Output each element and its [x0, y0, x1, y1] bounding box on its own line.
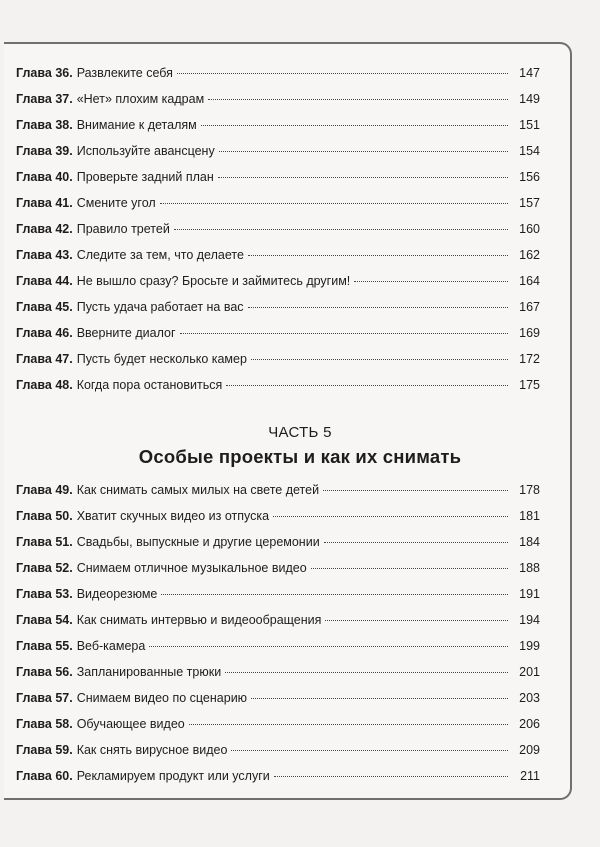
dot-leader: [180, 333, 508, 334]
chapter-label: Глава: [16, 118, 52, 132]
page-number: 203: [519, 691, 540, 705]
page-number: 149: [519, 92, 540, 106]
dot-leader: [231, 750, 508, 751]
chapter-title: Пусть будет несколько камер: [76, 352, 247, 366]
chapter-dot: .: [69, 535, 73, 549]
chapter-title: Правило третей: [76, 222, 170, 236]
chapter-label: Глава: [16, 639, 52, 653]
chapter-label: Глава: [16, 483, 52, 497]
page-number: 191: [519, 587, 540, 601]
dot-leader: [225, 672, 508, 673]
dot-leader: [251, 359, 508, 360]
dot-leader: [323, 490, 508, 491]
toc-entry[interactable]: [16, 638, 540, 664]
chapter-dot: .: [69, 691, 73, 705]
chapter-title: Хватит скучных видео из отпуска: [76, 509, 270, 523]
page-number: 167: [519, 300, 540, 314]
chapter-title: Развлеките себя: [76, 66, 173, 80]
part-title: Особые проекты и как их снимать: [138, 446, 462, 467]
toc-section-1: [16, 65, 540, 403]
page-number: 172: [519, 352, 540, 366]
toc-entry[interactable]: [16, 117, 540, 143]
chapter-title: Свадьбы, выпускные и другие церемонии: [76, 535, 320, 549]
chapter-label: Глава: [16, 274, 52, 288]
toc-entry[interactable]: [16, 169, 540, 195]
chapter-number: 55: [55, 639, 70, 653]
dot-leader: [161, 594, 508, 595]
chapter-number: 58: [55, 717, 70, 731]
chapter-number: 50: [55, 509, 70, 523]
chapter-label: Глава: [16, 352, 52, 366]
toc-entry[interactable]: [16, 560, 540, 586]
chapter-title: Как снимать самых милых на свете детей: [76, 483, 320, 497]
chapter-label: Глава: [16, 326, 52, 340]
toc-entry[interactable]: [16, 91, 540, 117]
chapter-number: 42: [55, 222, 70, 236]
toc-entry[interactable]: [16, 351, 540, 377]
chapter-number: 54: [55, 613, 70, 627]
chapter-label: Глава: [16, 509, 52, 523]
chapter-title: Как снять вирусное видео: [76, 743, 228, 757]
chapter-label: Глава: [16, 717, 52, 731]
dot-leader: [208, 99, 508, 100]
dot-leader: [177, 73, 508, 74]
dot-leader: [324, 542, 508, 543]
chapter-dot: .: [69, 248, 73, 262]
chapter-number: 36: [55, 66, 70, 80]
toc-list-2: [16, 482, 540, 794]
chapter-title: Когда пора остановиться: [76, 378, 223, 392]
chapter-dot: .: [69, 92, 73, 106]
toc-entry[interactable]: [16, 664, 540, 690]
page-number: 151: [519, 118, 540, 132]
chapter-dot: .: [69, 639, 73, 653]
toc-entry[interactable]: [16, 586, 540, 612]
toc-list-1: [16, 65, 540, 403]
chapter-title: Снимаем отличное музыкальное видео: [76, 561, 307, 575]
toc-entry[interactable]: [16, 742, 540, 768]
chapter-dot: .: [69, 144, 73, 158]
toc-entry[interactable]: [16, 273, 540, 299]
chapter-number: 39: [55, 144, 70, 158]
chapter-label: Глава: [16, 587, 52, 601]
page-number: 164: [519, 274, 540, 288]
chapter-dot: .: [69, 352, 73, 366]
chapter-number: 44: [55, 274, 70, 288]
chapter-dot: .: [69, 196, 73, 210]
dot-leader: [273, 516, 508, 517]
chapter-number: 41: [55, 196, 70, 210]
chapter-number: 38: [55, 118, 70, 132]
chapter-label: Глава: [16, 769, 52, 783]
page-number: 169: [519, 326, 540, 340]
page-number: 201: [519, 665, 540, 679]
page-number: 188: [519, 561, 540, 575]
page-number: 160: [519, 222, 540, 236]
chapter-number: 56: [55, 665, 70, 679]
chapter-label: Глава: [16, 66, 52, 80]
page-number: 194: [519, 613, 540, 627]
chapter-label: Глава: [16, 743, 52, 757]
chapter-label: Глава: [16, 196, 52, 210]
chapter-label: Глава: [16, 613, 52, 627]
toc-entry[interactable]: [16, 221, 540, 247]
page-number: 147: [519, 66, 540, 80]
chapter-number: 49: [55, 483, 70, 497]
dot-leader: [251, 698, 508, 699]
chapter-title: Следите за тем, что делаете: [76, 248, 244, 262]
chapter-number: 53: [55, 587, 70, 601]
toc-entry[interactable]: [16, 143, 540, 169]
chapter-dot: .: [69, 378, 73, 392]
toc-entry[interactable]: [16, 299, 540, 325]
dot-leader: [218, 177, 508, 178]
chapter-number: 47: [55, 352, 70, 366]
chapter-label: Глава: [16, 144, 52, 158]
chapter-label: Глава: [16, 378, 52, 392]
dot-leader: [274, 776, 508, 777]
chapter-number: 52: [55, 561, 70, 575]
page-number: 206: [519, 717, 540, 731]
toc-entry[interactable]: [16, 195, 540, 221]
chapter-dot: .: [69, 222, 73, 236]
chapter-dot: .: [69, 769, 73, 783]
chapter-label: Глава: [16, 92, 52, 106]
chapter-title: Используйте авансцену: [76, 144, 215, 158]
chapter-label: Глава: [16, 535, 52, 549]
chapter-dot: .: [69, 300, 73, 314]
chapter-title: Запланированные трюки: [76, 665, 222, 679]
chapter-dot: .: [69, 717, 73, 731]
toc-entry[interactable]: [16, 534, 540, 560]
dot-leader: [189, 724, 508, 725]
toc-entry[interactable]: [16, 65, 540, 91]
chapter-number: 40: [55, 170, 70, 184]
dot-leader: [160, 203, 508, 204]
dot-leader: [248, 307, 508, 308]
chapter-number: 46: [55, 326, 70, 340]
chapter-label: Глава: [16, 691, 52, 705]
chapter-label: Глава: [16, 222, 52, 236]
toc-entry[interactable]: [16, 508, 540, 534]
chapter-dot: .: [69, 743, 73, 757]
page-number: 162: [519, 248, 540, 262]
chapter-title: Пусть удача работает на вас: [76, 300, 244, 314]
chapter-label: Глава: [16, 665, 52, 679]
page-number: 156: [519, 170, 540, 184]
toc-section-2: [16, 482, 540, 794]
chapter-title: Видеорезюме: [76, 587, 158, 601]
dot-leader: [311, 568, 508, 569]
chapter-label: Глава: [16, 561, 52, 575]
page-number: 184: [519, 535, 540, 549]
chapter-number: 60: [55, 769, 70, 783]
chapter-label: Глава: [16, 248, 52, 262]
dot-leader: [325, 620, 508, 621]
dot-leader: [174, 229, 508, 230]
dot-leader: [226, 385, 508, 386]
chapter-dot: .: [69, 326, 73, 340]
chapter-title: Обучающее видео: [76, 717, 185, 731]
dot-leader: [219, 151, 508, 152]
page-number: 209: [519, 743, 540, 757]
page-number: 211: [520, 769, 540, 783]
chapter-label: Глава: [16, 170, 52, 184]
page-number: 154: [519, 144, 540, 158]
toc-entry[interactable]: [16, 612, 540, 638]
chapter-dot: .: [69, 509, 73, 523]
chapter-dot: .: [69, 118, 73, 132]
chapter-dot: .: [69, 274, 73, 288]
chapter-title: Как снимать интервью и видеообращения: [76, 613, 322, 627]
toc-entry[interactable]: [16, 768, 540, 794]
chapter-number: 59: [55, 743, 70, 757]
page-number: 199: [519, 639, 540, 653]
chapter-dot: .: [69, 665, 73, 679]
chapter-number: 51: [55, 535, 70, 549]
toc-entry[interactable]: [16, 482, 540, 508]
toc-entry[interactable]: [16, 716, 540, 742]
chapter-title: Смените угол: [76, 196, 156, 210]
chapter-number: 57: [55, 691, 70, 705]
chapter-title: Веб-камера: [76, 639, 146, 653]
chapter-title: Внимание к деталям: [76, 118, 197, 132]
page-number: 178: [519, 483, 540, 497]
chapter-title: «Нет» плохим кадрам: [76, 92, 205, 106]
dot-leader: [201, 125, 508, 126]
chapter-title: Не вышло сразу? Бросьте и займитесь другим!: [76, 274, 351, 288]
chapter-dot: .: [69, 613, 73, 627]
toc-entry[interactable]: [16, 690, 540, 716]
chapter-title: Вверните диалог: [76, 326, 176, 340]
toc-entry[interactable]: [16, 247, 540, 273]
chapter-dot: .: [69, 587, 73, 601]
chapter-label: Глава: [16, 300, 52, 314]
chapter-title: Рекламируем продукт или услуги: [76, 769, 270, 783]
page-number: 157: [519, 196, 540, 210]
chapter-number: 45: [55, 300, 70, 314]
page-number: 175: [519, 378, 540, 392]
toc-entry[interactable]: [16, 377, 540, 403]
chapter-dot: .: [69, 561, 73, 575]
toc-entry[interactable]: [16, 325, 540, 351]
chapter-dot: .: [69, 170, 73, 184]
dot-leader: [149, 646, 508, 647]
dot-leader: [354, 281, 508, 282]
chapter-dot: .: [69, 66, 73, 80]
chapter-number: 43: [55, 248, 70, 262]
chapter-dot: .: [69, 483, 73, 497]
chapter-title: Снимаем видео по сценарию: [76, 691, 248, 705]
part-label: ЧАСТЬ 5: [268, 424, 332, 441]
dot-leader: [248, 255, 508, 256]
chapter-title: Проверьте задний план: [76, 170, 214, 184]
chapter-number: 48: [55, 378, 70, 392]
page-number: 181: [519, 509, 540, 523]
chapter-number: 37: [55, 92, 70, 106]
